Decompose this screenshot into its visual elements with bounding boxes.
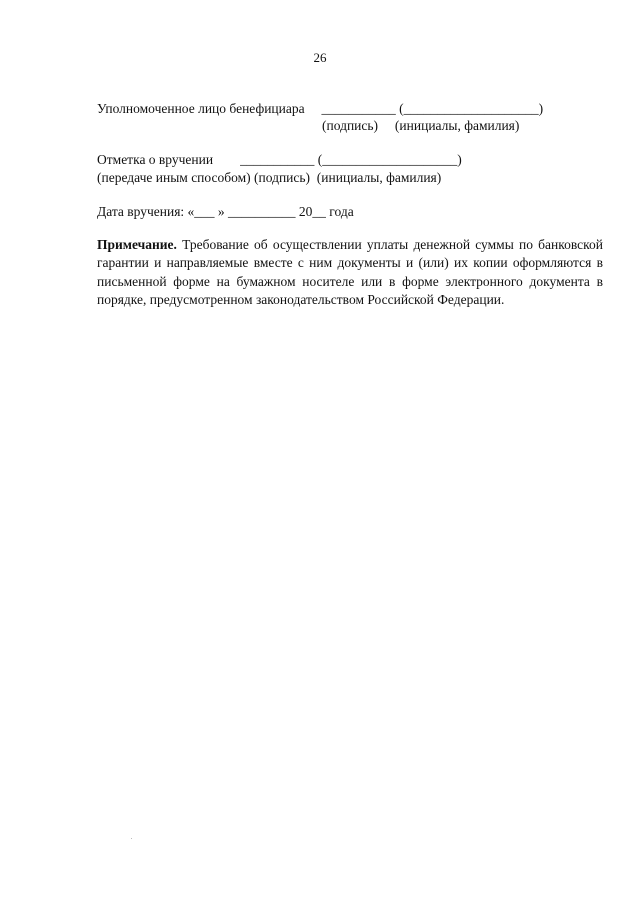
scan-speck xyxy=(131,838,132,839)
note-text: Требование об осуществлении уплаты денежной суммы по банковской гарантии и направляемые вместе с ним документы и (или) их копии оформляются в письменной форме на бумажном носителе или в форме электронного документа в порядке, предусмотренном законодательством Российской Федерации. xyxy=(97,237,603,307)
page-number: 26 xyxy=(313,50,327,65)
note-paragraph xyxy=(97,236,603,309)
delivery-date-line: Дата вручения: «___ » __________ 20__ года xyxy=(97,204,354,219)
delivery-mark-captions: (передаче иным способом) (подпись) (инициалы, фамилия) xyxy=(97,170,442,185)
note-label: Примечание. xyxy=(97,237,177,252)
beneficiary-signature-captions: (подпись) (инициалы, фамилия) xyxy=(322,118,520,133)
beneficiary-signature-line: Уполномоченное лицо бенефициара ___________ (____________________) xyxy=(97,101,544,116)
delivery-mark-line: Отметка о вручении ___________ (____________________) xyxy=(97,152,462,167)
